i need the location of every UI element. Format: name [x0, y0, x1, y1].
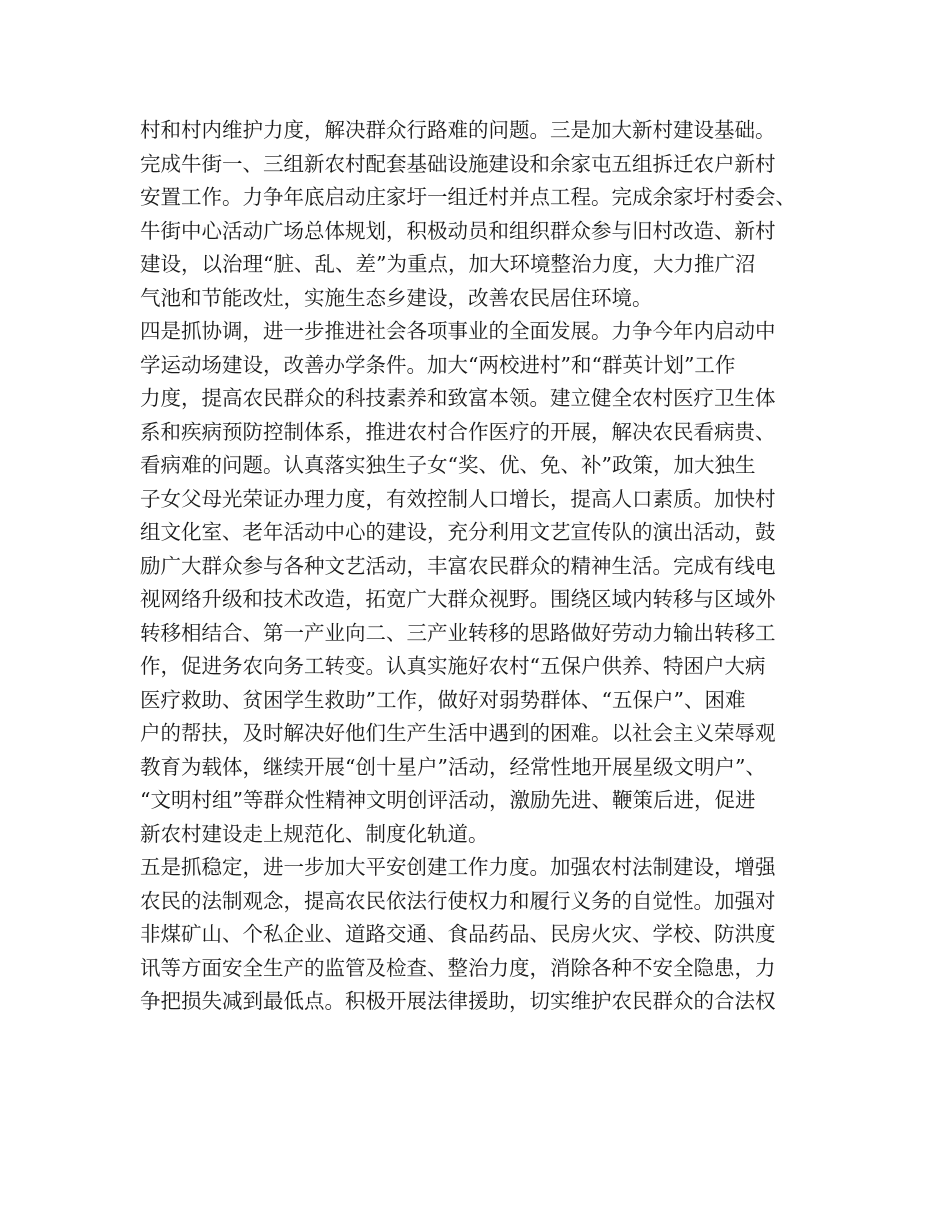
text-line: 视网络升级和技术改造，拓宽广大群众视野。围绕区域内转移与区域外 — [140, 587, 776, 611]
text-line: 组文化室、老年活动中心的建设，充分利用文艺宣传队的演出活动，鼓 — [140, 520, 776, 544]
text-line: 讯等方面安全生产的监管及检查、整治力度，消除各种不安全隐患，力 — [140, 955, 776, 980]
text-line: 系和疾病预防控制体系，推进农村合作医疗的开展，解决农民看病贵、 — [140, 419, 776, 444]
text-line: 安置工作。力争年底启动庄家圩一组迁村并点工程。完成余家圩村委会、 — [140, 185, 796, 209]
document-body — [140, 114, 840, 1019]
text-line: 子女父母光荣证办理力度，有效控制人口增长，提高人口素质。加快村 — [140, 486, 776, 511]
text-line: 新农村建设走上规范化、制度化轨道。 — [140, 821, 489, 846]
text-line: 学运动场建设，改善办学条件。加大“两校进村”和“群英计划”工作 — [140, 352, 736, 377]
text-line: 牛街中心活动广场总体规划，积极动员和组织群众参与旧村改造、新村 — [140, 218, 776, 243]
text-line: 励广大群众参与各种文艺活动，丰富农民群众的精神生活。完成有线电 — [140, 553, 776, 578]
text-line: 医疗救助、贫困学生救助”工作，做好对弱势群体、“五保户”、困难 — [140, 687, 746, 712]
text-line: 教育为载体，继续开展“创十星户”活动，经常性地开展星级文明户”、 — [140, 754, 766, 779]
text-line: 完成牛街一、三组新农村配套基础设施建设和余家屯五组拆迁农户新村 — [140, 151, 776, 176]
text-line: 农民的法制观念，提高农民依法行使权力和履行义务的自觉性。加强对 — [140, 888, 776, 913]
text-line: 村和村内维护力度，解决群众行路难的问题。三是加大新村建设基础。 — [140, 118, 776, 142]
text-line: 建设，以治理“脏、乱、差”为重点，加大环境整治力度，大力推广沼 — [140, 252, 756, 276]
text-line: 作，促进务农向务工转变。认真实施好农村“五保户供养、特困户大病 — [140, 654, 766, 678]
text-line: 看病难的问题。认真落实独生子女“奖、优、免、补”政策，加大独生 — [140, 453, 756, 477]
paragraph-start-line: 四是抓协调，进一步推进社会各项事业的全面发展。力争今年内启动中 — [140, 319, 776, 343]
text-line: 户的帮扶，及时解决好他们生产生活中遇到的困难。以社会主义荣辱观 — [140, 721, 776, 745]
text-line: 气池和节能改灶，实施生态乡建设，改善农民居住环境。 — [140, 285, 653, 310]
text-line: 争把损失减到最低点。积极开展法律援助，切实维护农民群众的合法权 — [140, 989, 776, 1013]
text-line: 非煤矿山、个私企业、道路交通、食品药品、民房火灾、学校、防洪度 — [140, 922, 776, 946]
text-line: 力度，提高农民群众的科技素养和致富本领。建立健全农村医疗卫生体 — [140, 386, 776, 410]
text-line: “文明村组”等群众性精神文明创评活动，激励先进、鞭策后进，促进 — [140, 788, 756, 812]
paragraph-start-line: 五是抓稳定，进一步加大平安创建工作力度。加强农村法制建设，增强 — [140, 855, 776, 879]
text-line: 转移相结合、第一产业向二、三产业转移的思路做好劳动力输出转移工 — [140, 620, 776, 645]
